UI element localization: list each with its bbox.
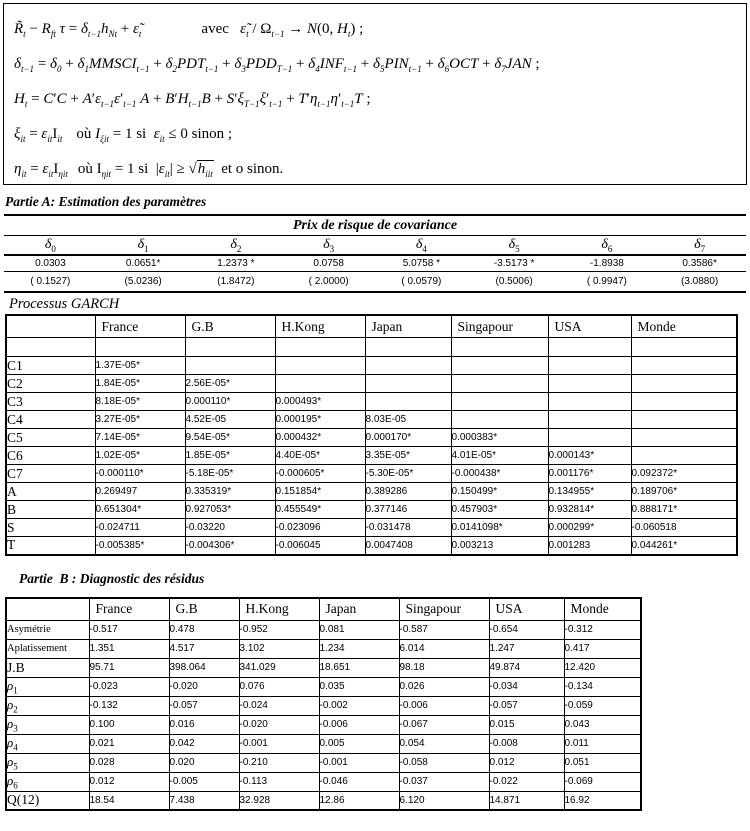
value-cell: 0.054 [399, 734, 489, 753]
table-row [6, 772, 641, 791]
value-cell: -0.654 [489, 620, 564, 639]
value-cell: -0.034 [489, 677, 564, 696]
value-cell: 8.03E-05 [365, 411, 451, 429]
value-cell: 0.003213 [451, 537, 548, 555]
table-row [6, 357, 737, 375]
value-cell: 0.927053* [185, 501, 275, 519]
value-cell: -0.057 [489, 696, 564, 715]
value-cell: 0.377146 [365, 501, 451, 519]
table-row [6, 715, 641, 734]
col-header: Japan [365, 315, 451, 338]
value-cell: -3.5173 * [493, 258, 535, 269]
value-cell: 0.0047408 [365, 537, 451, 555]
value-cell: 0.043 [564, 715, 641, 734]
value-cell: -0.059 [564, 696, 641, 715]
table-row [6, 639, 641, 658]
table-row [6, 447, 737, 465]
col-header: France [89, 598, 169, 621]
tstat-cell: (5.0236) [97, 272, 190, 293]
value-cell: 0.001176* [548, 465, 631, 483]
value-cell: -0.008 [489, 734, 564, 753]
table-row [6, 677, 641, 696]
value-cell [548, 429, 631, 447]
value-cell: 0.478 [169, 620, 239, 639]
value-cell: 0.134955* [548, 483, 631, 501]
value-cell [451, 357, 548, 375]
value-cell: 0.0303 [35, 258, 66, 269]
value-cell: 0.026 [399, 677, 489, 696]
value-cell: 0.021 [89, 734, 169, 753]
table-row [6, 696, 641, 715]
value-cell: 0.092372* [631, 465, 737, 483]
col-header: $\delta_2$ [190, 236, 283, 256]
value-cell: 3.35E-05* [365, 447, 451, 465]
value-cell: 0.100 [89, 715, 169, 734]
value-cell: 0.012 [489, 753, 564, 772]
col-header: $\delta_5$ [468, 236, 561, 256]
value-cell: 0.932814* [548, 501, 631, 519]
value-cell: 0.417 [564, 639, 641, 658]
value-cell: -0.004306* [185, 537, 275, 555]
value-cell: -0.001 [239, 734, 319, 753]
value-cell: 0.051 [564, 753, 641, 772]
value-cell: 4.52E-05 [185, 411, 275, 429]
table-row [6, 338, 737, 357]
table-row [4, 255, 746, 272]
value-cell [631, 429, 737, 447]
garch-heading: Processus GARCH [9, 296, 120, 312]
table-row [6, 519, 737, 537]
col-header: H.Kong [275, 315, 365, 338]
table-row [6, 375, 737, 393]
value-cell: 0.028 [89, 753, 169, 772]
col-header: $\delta_3$ [282, 236, 375, 256]
col-header: Monde [564, 598, 641, 621]
row-label: B [6, 501, 95, 519]
value-cell: 3.27E-05* [95, 411, 185, 429]
value-cell [185, 357, 275, 375]
col-header: Monde [631, 315, 737, 338]
col-header: H.Kong [239, 598, 319, 621]
value-cell [365, 338, 451, 357]
col-header: G.B [169, 598, 239, 621]
value-cell: 7.438 [169, 791, 239, 810]
value-cell: 3.102 [239, 639, 319, 658]
row-label: $\rho_3$ [6, 715, 89, 734]
value-cell [548, 375, 631, 393]
row-label: C3 [6, 393, 95, 411]
value-cell: 341.029 [239, 658, 319, 677]
row-label: C1 [6, 357, 95, 375]
value-cell: 0.000110* [185, 393, 275, 411]
value-cell: 0.020 [169, 753, 239, 772]
col-header: G.B [185, 315, 275, 338]
value-cell: -0.587 [399, 620, 489, 639]
value-cell: 0.000299* [548, 519, 631, 537]
value-cell [548, 357, 631, 375]
value-cell: -0.006 [319, 715, 399, 734]
value-cell: -0.517 [89, 620, 169, 639]
value-cell: -0.005 [169, 772, 239, 791]
partie-a-heading: Partie A: Estimation des paramètres [5, 194, 207, 209]
value-cell: 0.000493* [275, 393, 365, 411]
value-cell: -0.037 [399, 772, 489, 791]
value-cell: 2.56E-05* [185, 375, 275, 393]
value-cell: -0.020 [169, 677, 239, 696]
tstat-cell: ( 0.9947) [561, 272, 654, 293]
col-header: $\delta_4$ [375, 236, 468, 256]
equation-delta: $\delta_{t-1} = \delta_0$ + $\delta_1MMSCI_{t-1} + \delta_2PDT_{t-1} + \delta_3PDD_{T-1} + \delta_4INF_{t-1} + \delta_5PIN_{t-1} + \delta_6OCT + \delta_7JAN$ ; [14, 56, 540, 74]
diagnostic-residus-table [5, 597, 642, 812]
value-cell: 4.517 [169, 639, 239, 658]
value-cell: -0.005385* [95, 537, 185, 555]
garch-table [5, 314, 738, 556]
value-cell: 0.0141098* [451, 519, 548, 537]
value-cell: -0.060518 [631, 519, 737, 537]
value-cell: 0.042 [169, 734, 239, 753]
tstat-cell: (3.0880) [653, 272, 746, 293]
row-label: Q(12) [6, 791, 89, 810]
value-cell: 398.064 [169, 658, 239, 677]
value-cell: -1.8938 [589, 258, 624, 269]
row-label: T [6, 537, 95, 555]
value-cell: -0.000110* [95, 465, 185, 483]
table-row [4, 236, 746, 256]
row-label: Asymétrie [6, 620, 89, 639]
row-label: C4 [6, 411, 95, 429]
row-label: $\rho_4$ [6, 734, 89, 753]
table-row [6, 620, 641, 639]
value-cell: 6.120 [399, 791, 489, 810]
value-cell [95, 338, 185, 357]
value-cell: 0.035 [319, 677, 399, 696]
value-cell: -0.113 [239, 772, 319, 791]
value-cell [451, 338, 548, 357]
col-header: Singapour [399, 598, 489, 621]
value-cell: 0.189706* [631, 483, 737, 501]
value-cell: 0.000195* [275, 411, 365, 429]
value-cell: 7.14E-05* [95, 429, 185, 447]
value-cell: 18.54 [89, 791, 169, 810]
value-cell [631, 375, 737, 393]
equation-eta: $\eta_{it} = \varepsilon_{it}I_{\eta it}$ où $I_{\eta it} = 1$ si $|\varepsilon_{it}| \ge √h_{iit}$ et o sinon. [14, 161, 284, 179]
value-cell: 0.651304* [95, 501, 185, 519]
value-cell: 0.076 [239, 677, 319, 696]
row-label: $\rho_5$ [6, 753, 89, 772]
table-row [6, 411, 737, 429]
model-equations-box [3, 3, 747, 185]
row-label: C6 [6, 447, 95, 465]
value-cell: -0.000438* [451, 465, 548, 483]
value-cell: 0.005 [319, 734, 399, 753]
value-cell: 0.3586* [682, 258, 717, 269]
table-row [6, 734, 641, 753]
row-label: $\rho_6$ [6, 772, 89, 791]
value-cell [451, 375, 548, 393]
value-cell: -0.057 [169, 696, 239, 715]
value-cell: -5.18E-05* [185, 465, 275, 483]
value-cell [365, 393, 451, 411]
table-row [6, 658, 641, 677]
value-cell: -0.134 [564, 677, 641, 696]
value-cell: -0.067 [399, 715, 489, 734]
tstat-cell: (1.8472) [190, 272, 283, 293]
value-cell [365, 375, 451, 393]
equation-variance: $H_t = C'C + A'\varepsilon_{t-1}\varepsilon'_{t-1}$ $A + B'H_{t-1}B + S'\xi_{T-1}\xi'_{t-1} + T'\eta_{t-1}\eta'_{t-1}T$ ; [14, 91, 371, 109]
value-cell: 4.01E-05* [451, 447, 548, 465]
row-label: A [6, 483, 95, 501]
table-row [4, 272, 746, 293]
table-row [4, 215, 746, 236]
value-cell: -0.031478 [365, 519, 451, 537]
col-header: $\delta_7$ [653, 236, 746, 256]
value-cell: -5.30E-05* [365, 465, 451, 483]
value-cell: 6.014 [399, 639, 489, 658]
value-cell [365, 357, 451, 375]
value-cell: -0.020 [239, 715, 319, 734]
value-cell: -0.058 [399, 753, 489, 772]
value-cell: 5.0758 * [402, 258, 440, 269]
value-cell: 1.84E-05* [95, 375, 185, 393]
col-header: $\delta_6$ [561, 236, 654, 256]
value-cell: 0.000432* [275, 429, 365, 447]
value-cell: -0.002 [319, 696, 399, 715]
value-cell [631, 447, 737, 465]
value-cell: 9.54E-05* [185, 429, 275, 447]
tstat-cell: ( 0.0579) [375, 272, 468, 293]
row-label: Aplatissement [6, 639, 89, 658]
value-cell: -0.023 [89, 677, 169, 696]
value-cell: 1.02E-05* [95, 447, 185, 465]
table-row [6, 598, 641, 621]
table-row [6, 791, 641, 810]
value-cell: 0.012 [89, 772, 169, 791]
value-cell: 14.871 [489, 791, 564, 810]
row-label: S [6, 519, 95, 537]
value-cell [451, 393, 548, 411]
value-cell: 0.389286 [365, 483, 451, 501]
value-cell: 0.044261* [631, 537, 737, 555]
table-row [6, 483, 737, 501]
value-cell: -0.022 [489, 772, 564, 791]
value-cell: 1.351 [89, 639, 169, 658]
value-cell: 0.269497 [95, 483, 185, 501]
equation-mean: $R̃_t - R_{ft}$ $\tau = \delta_{t-1}h_{Nt}$ + $\varepsiloñ_t$ avec $\varepsiloñ_t / \Omega_{t-1} \to N(0$, $H_t$) ; [14, 21, 364, 39]
value-cell: -0.132 [89, 696, 169, 715]
value-cell [548, 411, 631, 429]
value-cell: 0.0758 [313, 258, 344, 269]
value-cell: 1.85E-05* [185, 447, 275, 465]
value-cell: 1.2373 * [217, 258, 255, 269]
row-label: C2 [6, 375, 95, 393]
row-label: J.B [6, 658, 89, 677]
table-row [6, 537, 737, 555]
row-label: C7 [6, 465, 95, 483]
value-cell: 1.234 [319, 639, 399, 658]
value-cell: 0.001283 [548, 537, 631, 555]
value-cell: 0.081 [319, 620, 399, 639]
tstat-cell: ( 0.1527) [4, 272, 97, 293]
tstat-cell: (0.5006) [468, 272, 561, 293]
table-row [6, 501, 737, 519]
value-cell: 0.151854* [275, 483, 365, 501]
value-cell [548, 393, 631, 411]
table-row [6, 393, 737, 411]
value-cell: 95.71 [89, 658, 169, 677]
table-row [6, 315, 737, 338]
value-cell [631, 357, 737, 375]
prix-table-title: Prix de risque de covariance [4, 215, 746, 236]
partie-b-heading: Partie B : Diagnostic des résidus [19, 570, 205, 586]
value-cell: 0.335319* [185, 483, 275, 501]
value-cell: 0.455549* [275, 501, 365, 519]
prix-de-risque-table [4, 214, 746, 293]
value-cell: 1.247 [489, 639, 564, 658]
col-header: USA [548, 315, 631, 338]
value-cell [631, 393, 737, 411]
value-cell: -0.024711 [95, 519, 185, 537]
col-header: $\delta_0$ [4, 236, 97, 256]
value-cell [631, 411, 737, 429]
value-cell: 16.92 [564, 791, 641, 810]
value-cell: -0.046 [319, 772, 399, 791]
value-cell: -0.024 [239, 696, 319, 715]
value-cell: -0.312 [564, 620, 641, 639]
value-cell: -0.069 [564, 772, 641, 791]
value-cell [275, 375, 365, 393]
value-cell: 4.40E-05* [275, 447, 365, 465]
col-header: $\delta_1$ [97, 236, 190, 256]
value-cell: 0.015 [489, 715, 564, 734]
row-label: $\rho_1$ [6, 677, 89, 696]
row-label: C5 [6, 429, 95, 447]
value-cell: -0.000605* [275, 465, 365, 483]
value-cell: -0.001 [319, 753, 399, 772]
value-cell: 0.457903* [451, 501, 548, 519]
value-cell: 0.150499* [451, 483, 548, 501]
table-row [6, 753, 641, 772]
col-header [6, 315, 95, 338]
col-header: France [95, 315, 185, 338]
col-header [6, 598, 89, 621]
value-cell: 18.651 [319, 658, 399, 677]
table-row [6, 429, 737, 447]
value-cell: 98.18 [399, 658, 489, 677]
value-cell: -0.952 [239, 620, 319, 639]
value-cell: 12.86 [319, 791, 399, 810]
col-header: USA [489, 598, 564, 621]
value-cell: 49.874 [489, 658, 564, 677]
value-cell: 12.420 [564, 658, 641, 677]
col-header: Japan [319, 598, 399, 621]
value-cell: 0.0651* [125, 258, 161, 269]
value-cell: -0.006045 [275, 537, 365, 555]
table-row [6, 465, 737, 483]
value-cell: -0.03220 [185, 519, 275, 537]
value-cell: 0.000383* [451, 429, 548, 447]
value-cell: 0.000143* [548, 447, 631, 465]
value-cell [631, 338, 737, 357]
value-cell: 0.000170* [365, 429, 451, 447]
value-cell: -0.006 [399, 696, 489, 715]
value-cell: 0.011 [564, 734, 641, 753]
value-cell: 0.888171* [631, 501, 737, 519]
value-cell: -0.210 [239, 753, 319, 772]
equation-xi: $\xi_{it} = \varepsilon_{it}I_{it}$ où $I_{\xi it} = 1$ si $\varepsilon_{it} \le 0$ sinon ; [14, 126, 233, 144]
value-cell: -0.023096 [275, 519, 365, 537]
row-label [6, 338, 95, 357]
value-cell [451, 411, 548, 429]
col-header: Singapour [451, 315, 548, 338]
value-cell [185, 338, 275, 357]
value-cell [548, 338, 631, 357]
tstat-cell: ( 2.0000) [282, 272, 375, 293]
value-cell: 1.37E-05* [95, 357, 185, 375]
value-cell: 8.18E-05* [95, 393, 185, 411]
value-cell: 32.928 [239, 791, 319, 810]
value-cell: 0.016 [169, 715, 239, 734]
value-cell [275, 357, 365, 375]
value-cell [275, 338, 365, 357]
row-label: $\rho_2$ [6, 696, 89, 715]
